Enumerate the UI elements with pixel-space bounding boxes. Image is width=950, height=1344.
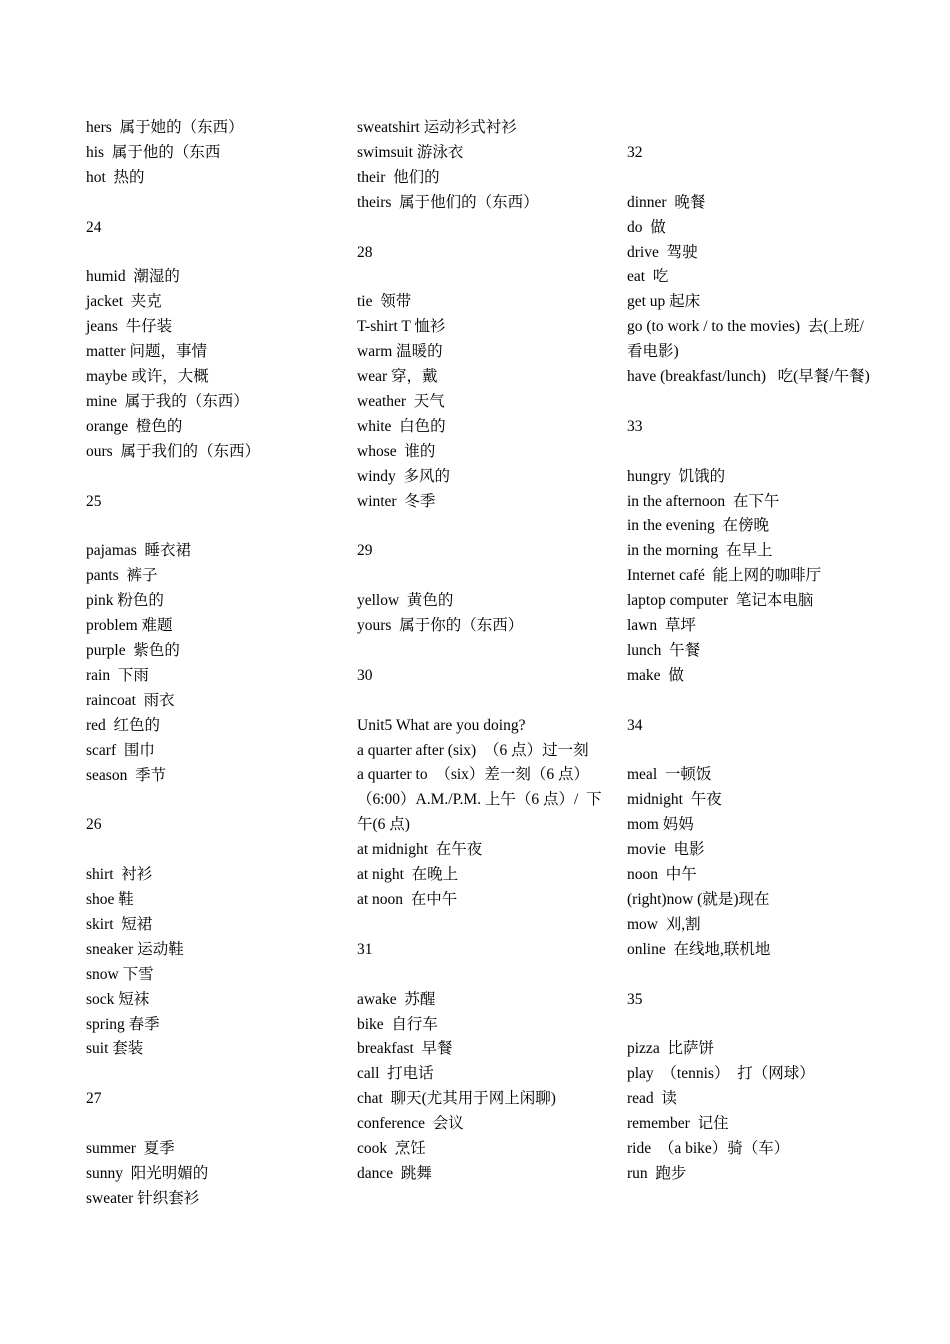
blank-line <box>357 689 602 714</box>
vocab-entry: tie 领带 <box>357 293 412 311</box>
vocab-entry: hot 热的 <box>86 168 145 186</box>
vocab-entry: remember 记住 <box>627 1115 729 1133</box>
vocab-entry: raincoat 雨衣 <box>86 691 175 709</box>
vocab-entry: sweatshirt 运动衫式衬衫 <box>357 119 517 136</box>
blank-line <box>86 465 336 490</box>
vocab-entry: awake 苏醒 <box>357 990 436 1008</box>
page-number-heading: 32 <box>627 143 643 161</box>
vocab-entry: in the morning 在早上 <box>627 542 773 560</box>
vocab-entry: Internet café 能上网的咖啡厅 <box>627 567 822 585</box>
vocab-entry: chat 聊天(尤其用于网上闲聊) <box>357 1090 556 1108</box>
vocab-entry: at midnight 在午夜 <box>357 841 483 859</box>
vocab-entry: wear 穿，戴 <box>357 368 438 386</box>
vocab-column-2 <box>357 116 602 1187</box>
blank-line <box>627 166 872 191</box>
page-number-heading: 28 <box>357 243 373 261</box>
vocab-entry: yours 属于你的（东西） <box>357 617 524 635</box>
vocab-entry: cook 烹饪 <box>357 1140 426 1158</box>
vocab-entry: swimsuit 游泳衣 <box>357 143 464 161</box>
vocab-entry: orange 橙色的 <box>86 417 183 435</box>
blank-line <box>627 116 872 141</box>
vocab-entry: conference 会议 <box>357 1115 464 1133</box>
vocab-entry: midnight 午夜 <box>627 791 722 809</box>
vocab-entry: get up 起床 <box>627 293 701 311</box>
blank-line <box>86 241 336 266</box>
vocab-entry: ours 属于我们的（东西） <box>86 442 260 460</box>
vocab-entry: humid 潮湿的 <box>86 268 180 286</box>
vocab-entry: a quarter to （six）差一刻（6 点）（6:00）A.M./P.M. 上午（6 点）/ 下午(6 点) <box>357 766 602 834</box>
vocab-entry: at night 在晚上 <box>357 866 459 884</box>
vocab-entry: red 红色的 <box>86 716 161 734</box>
page-number-heading: 33 <box>627 417 643 435</box>
vocab-entry: problem 难题 <box>86 617 173 635</box>
vocab-entry: his 属于他的（东西 <box>86 143 221 161</box>
vocab-entry: lunch 午餐 <box>627 641 701 659</box>
vocab-column-3 <box>627 116 872 1187</box>
vocab-entry: suit 套装 <box>86 1040 144 1058</box>
blank-line <box>357 216 602 241</box>
blank-line <box>357 913 602 938</box>
blank-line <box>627 390 872 415</box>
vocab-entry: make 做 <box>627 666 684 684</box>
vocab-entry: winter 冬季 <box>357 492 436 510</box>
vocab-entry: rain 下雨 <box>86 666 149 684</box>
vocab-entry: sneaker 运动鞋 <box>86 940 184 958</box>
vocab-entry: their 他们的 <box>357 168 440 186</box>
vocab-entry: bike 自行车 <box>357 1015 438 1033</box>
vocab-entry: eat 吃 <box>627 268 669 286</box>
vocab-entry: (right)now (就是)现在 <box>627 891 770 908</box>
vocab-entry: purple 紫色的 <box>86 641 180 659</box>
vocab-entry: scarf 围巾 <box>86 741 155 759</box>
vocab-entry: spring 春季 <box>86 1015 160 1033</box>
vocab-entry: shirt 衬衫 <box>86 866 153 884</box>
vocab-entry: in the evening 在傍晚 <box>627 517 770 535</box>
vocab-entry: summer 夏季 <box>86 1140 175 1158</box>
blank-line <box>627 440 872 465</box>
page-number-heading: 25 <box>86 492 102 510</box>
vocab-entry: in the afternoon 在下午 <box>627 492 780 510</box>
vocab-entry: ride （a bike）骑（车） <box>627 1140 790 1158</box>
vocab-entry: sunny 阳光明媚的 <box>86 1164 209 1182</box>
vocab-entry: do 做 <box>627 218 666 236</box>
page-number-heading: 29 <box>357 542 373 560</box>
vocab-entry: pink 粉色的 <box>86 592 164 610</box>
vocab-entry: hers 属于她的（东西） <box>86 119 244 136</box>
vocab-entry: lawn 草坪 <box>627 617 696 635</box>
blank-line <box>86 514 336 539</box>
vocab-entry: breakfast 早餐 <box>357 1040 453 1058</box>
vocab-entry: T-shirt T 恤衫 <box>357 318 446 336</box>
vocab-entry: whose 谁的 <box>357 442 436 460</box>
vocab-column-1 <box>86 116 336 1212</box>
vocab-entry: sweater 针织套衫 <box>86 1189 200 1207</box>
blank-line <box>86 1062 336 1087</box>
blank-line <box>357 963 602 988</box>
vocab-entry: a quarter after (six) （6 点）过一刻 <box>357 741 589 759</box>
page-number-heading: 27 <box>86 1090 102 1108</box>
vocab-entry: go (to work / to the movies) 去(上班/看电影) <box>627 318 864 361</box>
vocab-entry: snow 下雪 <box>86 965 154 983</box>
page-number-heading: 35 <box>627 990 643 1008</box>
blank-line <box>627 739 872 764</box>
page-number-heading: 26 <box>86 816 102 834</box>
blank-line <box>86 788 336 813</box>
vocab-entry: at noon 在中午 <box>357 891 458 908</box>
vocab-entry: mine 属于我的（东西） <box>86 392 249 410</box>
vocab-entry: jacket 夹克 <box>86 293 162 311</box>
vocab-entry: online 在线地,联机地 <box>627 940 771 958</box>
vocab-entry: laptop computer 笔记本电脑 <box>627 592 814 610</box>
vocab-entry: shoe 鞋 <box>86 891 134 908</box>
blank-line <box>357 564 602 589</box>
vocab-entry: call 打电话 <box>357 1065 434 1083</box>
vocab-entry: pajamas 睡衣裙 <box>86 542 192 560</box>
blank-line <box>357 265 602 290</box>
vocab-entry: jeans 牛仔装 <box>86 318 173 336</box>
vocab-entry: run 跑步 <box>627 1164 687 1182</box>
vocab-entry: Unit5 What are you doing? <box>357 716 526 734</box>
vocab-entry: skirt 短裙 <box>86 915 153 933</box>
vocab-entry: dance 跳舞 <box>357 1164 432 1182</box>
blank-line <box>86 191 336 216</box>
page-number-heading: 30 <box>357 666 373 684</box>
page-number-heading: 24 <box>86 218 102 236</box>
vocab-entry: pizza 比萨饼 <box>627 1040 714 1058</box>
vocab-entry: yellow 黄色的 <box>357 592 454 610</box>
vocab-entry: sock 短袜 <box>86 990 150 1008</box>
vocab-entry: theirs 属于他们的（东西） <box>357 193 539 211</box>
vocab-entry: mom 妈妈 <box>627 816 694 834</box>
vocab-entry: noon 中午 <box>627 866 697 884</box>
blank-line <box>86 1112 336 1137</box>
vocab-entry: season 季节 <box>86 766 167 784</box>
page-number-heading: 34 <box>627 716 643 734</box>
vocab-entry: mow 刈,割 <box>627 915 701 933</box>
blank-line <box>357 639 602 664</box>
blank-line <box>627 689 872 714</box>
blank-line <box>627 1013 872 1038</box>
blank-line <box>86 838 336 863</box>
blank-line <box>627 963 872 988</box>
vocab-entry: white 白色的 <box>357 417 446 435</box>
vocab-entry: dinner 晚餐 <box>627 193 706 211</box>
vocab-entry: windy 多风的 <box>357 467 451 485</box>
blank-line <box>357 514 602 539</box>
vocab-entry: have (breakfast/lunch) 吃(早餐/午餐) <box>627 368 870 386</box>
vocab-entry: weather 天气 <box>357 392 445 410</box>
vocab-entry: pants 裤子 <box>86 567 158 585</box>
vocab-entry: movie 电影 <box>627 841 705 859</box>
vocab-entry: maybe 或许，大概 <box>86 368 209 386</box>
page-number-heading: 31 <box>357 940 373 958</box>
vocab-entry: play （tennis） 打（网球） <box>627 1065 815 1083</box>
vocab-entry: read 读 <box>627 1090 677 1108</box>
vocab-entry: meal 一顿饭 <box>627 766 712 784</box>
vocab-entry: matter 问题，事情 <box>86 343 207 361</box>
vocab-entry: drive 驾驶 <box>627 243 698 261</box>
vocab-entry: hungry 饥饿的 <box>627 467 726 485</box>
vocab-entry: warm 温暖的 <box>357 343 443 361</box>
